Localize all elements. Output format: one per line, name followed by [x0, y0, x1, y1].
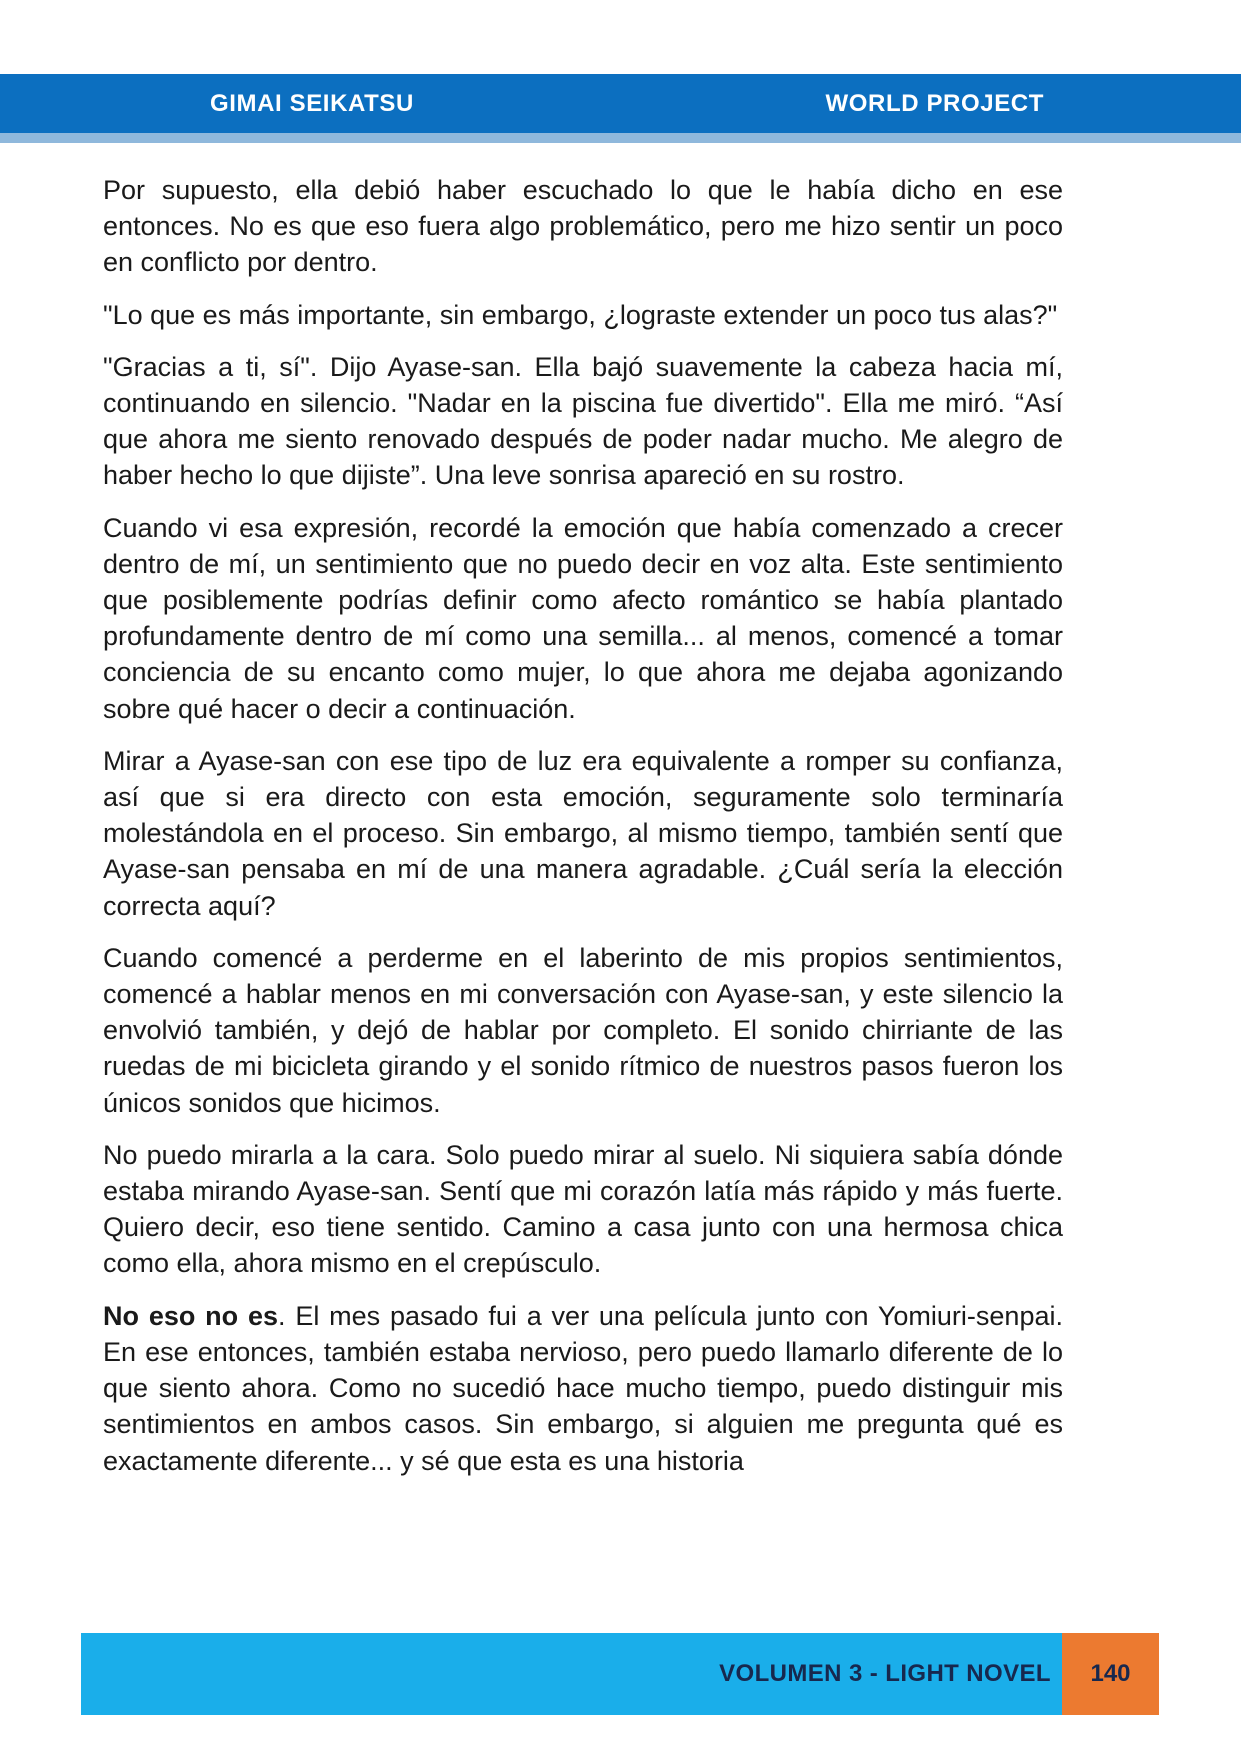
header-bar: [0, 74, 1241, 133]
paragraph-text: Mirar a Ayase-san con ese tipo de luz era equivalente a romper su confianza, así que si era directo con esta emoción, seguramente solo terminaría molestándola en el proceso. Sin embargo, al mismo tiempo, también sentí que Ayase-san pensaba en mí de una manera agradable. ¿Cuál sería la elección correcta aquí?: [103, 745, 1063, 921]
paragraph: [103, 940, 1063, 1121]
paragraph-text: Por supuesto, ella debió haber escuchado lo que le había dicho en ese entonces. No es que eso fuera algo problemático, pero me hizo sentir un poco en conflicto por dentro.: [103, 175, 1063, 278]
paragraph: [103, 1298, 1063, 1479]
paragraph: [103, 510, 1063, 727]
paragraph: [103, 172, 1063, 281]
bold-lead-text: No eso no es: [103, 1300, 278, 1331]
paragraph-text: No puedo mirarla a la cara. Solo puedo mirar al suelo. Ni siquiera sabía dónde estaba mirando Ayase-san. Sentí que mi corazón latía más rápido y más fuerte. Quiero decir, eso tiene sentido. Camino a casa junto con una hermosa chica como ella, ahora mismo en el crepúsculo.: [103, 1139, 1063, 1279]
header-series-title: GIMAI SEIKATSU: [210, 90, 414, 117]
paragraph-text: Cuando vi esa expresión, recordé la emoción que había comenzado a crecer dentro de mí, un sentimiento que no puedo decir en voz alta. Este sentimiento que posiblemente podrías definir como afecto romántico se había plantado profundamente dentro de mí como una semilla... al menos, comencé a tomar conciencia de su encanto como mujer, lo que ahora me dejaba agonizando sobre qué hacer o decir a continuación.: [103, 512, 1063, 724]
paragraph: [103, 1137, 1063, 1282]
paragraph: [103, 349, 1063, 494]
page-body: [103, 172, 1063, 1495]
paragraph: [103, 297, 1063, 333]
paragraph-text: . El mes pasado fui a ver una película junto con Yomiuri-senpai. En ese entonces, también estaba nervioso, pero puedo llamarlo diferente de lo que siento ahora. Como no sucedió hace mucho tiempo, puedo distinguir mis sentimientos en ambos casos. Sin embargo, si alguien me pregunta qué es exactamente diferente... y sé que esta es una historia: [103, 1300, 1063, 1476]
page-number: 140: [1090, 1660, 1131, 1687]
paragraph-text: "Lo que es más importante, sin embargo, ¿lograste extender un poco tus alas?": [103, 299, 1058, 330]
paragraph-text: "Gracias a ti, sí". Dijo Ayase-san. Ella bajó suavemente la cabeza hacia mí, continuando en silencio. "Nadar en la piscina fue divertido". Ella me miró. “Así que ahora me siento renovado después de poder nadar mucho. Me alegro de haber hecho lo que dijiste”. Una leve sonrisa apareció en su rostro.: [103, 351, 1063, 491]
paragraph-text: Cuando comencé a perderme en el laberinto de mis propios sentimientos, comencé a hablar menos en mi conversación con Ayase-san, y este silencio la envolvió también, y dejó de hablar por completo. El sonido chirriante de las ruedas de mi bicicleta girando y el sonido rítmico de nuestros pasos fueron los únicos sonidos que hicimos.: [103, 942, 1063, 1118]
header-stripe: [0, 133, 1241, 143]
header-publisher: WORLD PROJECT: [825, 90, 1044, 117]
paragraph: [103, 743, 1063, 924]
footer-volume-label: VOLUMEN 3 - LIGHT NOVEL: [719, 1660, 1051, 1687]
